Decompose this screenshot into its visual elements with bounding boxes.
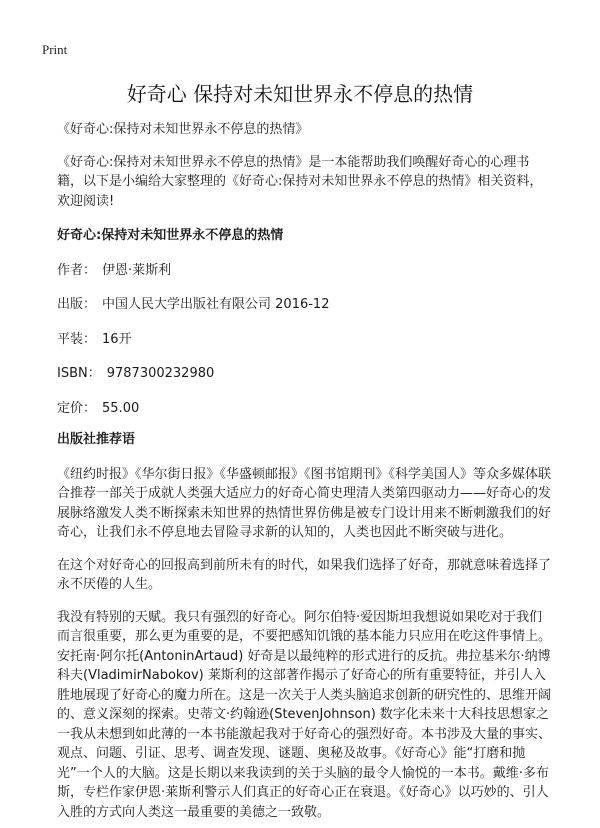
meta-label: 出版：: [57, 297, 97, 312]
paragraph: 我没有特别的天赋。我只有强烈的好奇心。阿尔伯特·爱因斯坦我想说如果吃对于我们而言很重要，那么更为重要的是，不要把感知饥饿的基本能力只应用在吃这件事情上。安托南·阿尔托(AntoninArtaud) 好奇是以最纯粹的形式进行的反抗。弗拉基米尔·纳博科夫(VladimirNabokov) 莱斯利的这部著作揭示了好奇心的所有重要特征，并引人入胜地展现了好奇心的魔力所在。这是一次关于人类头脑追求创新的研究性的、思维开阔的、意义深刻的探索。史蒂文·约翰逊(StevenJohnson) 数字化未来十大科技思想家之一我从未想到如此薄的一本书能激起我对于好奇心的强烈好奇。本书涉及大量的事实、观点、问题、引证、思考、调查发现、谜题、奥秘及故事。《好奇心》能“打磨和抛光”一个人的大脑。这是长期以来我读到的关于头脑的最令人愉悦的一本书。戴维·多布斯，专栏作家伊恩·莱斯利警示人们真正的好奇心正在衰退。《好奇心》以巧妙的、引人入胜的方式向人类这一最重要的美德之一致敬。: [57, 609, 552, 820]
paragraph: 在这个对好奇心的回报高到前所未有的时代，如果我们选择了好奇，那就意味着选择了永不厌倦的人生。: [57, 557, 552, 592]
meta-label: ISBN：: [57, 366, 101, 381]
paragraph: 《纽约时报》《华尔街日报》《华盛顿邮报》《图书馆期刊》《科学美国人》等众多媒体联合推荐一部关于成就人类强大适应力的好奇心简史理清人类第四驱动力——好奇心的发展脉络激发人类不断探索未知世界的热情世界仿佛是被专门设计用来不断刺激我们的好奇心，让我们永不停息地去冒险寻求新的认知的，人类也因此不断突破与进化。: [57, 466, 552, 540]
meta-price: [57, 399, 555, 419]
print-link[interactable]: Print: [42, 42, 68, 57]
meta-value: 9787300232980: [106, 366, 215, 381]
meta-author: [57, 261, 555, 281]
meta-value: 中国人民大学出版社有限公司 2016-12: [102, 297, 330, 312]
meta-publisher: [57, 295, 555, 315]
meta-label: 定价：: [57, 400, 97, 416]
meta-label: 作者：: [57, 262, 97, 278]
recommend-heading: 出版社推荐语: [57, 432, 136, 447]
quote-title: 《好奇心:保持对未知世界永不停息的热情》: [57, 122, 309, 137]
meta-isbn: [57, 364, 555, 384]
meta-value: 55.00: [102, 400, 140, 416]
meta-label: 平装：: [57, 331, 97, 347]
meta-value: 16开: [102, 331, 132, 347]
meta-binding: [57, 330, 555, 350]
intro-paragraph: 《好奇心:保持对未知世界永不停息的热情》是一本能帮助我们唤醒好奇心的心理书籍，以下是小编给大家整理的《好奇心:保持对未知世界永不停息的热情》相关资料，欢迎阅读!: [57, 154, 543, 209]
page-title: 好奇心 保持对未知世界永不停息的热情: [126, 82, 474, 106]
book-heading: 好奇心:保持对未知世界永不停息的热情: [57, 228, 284, 243]
meta-value: 伊恩·莱斯利: [102, 262, 172, 278]
article-body: [57, 120, 555, 822]
